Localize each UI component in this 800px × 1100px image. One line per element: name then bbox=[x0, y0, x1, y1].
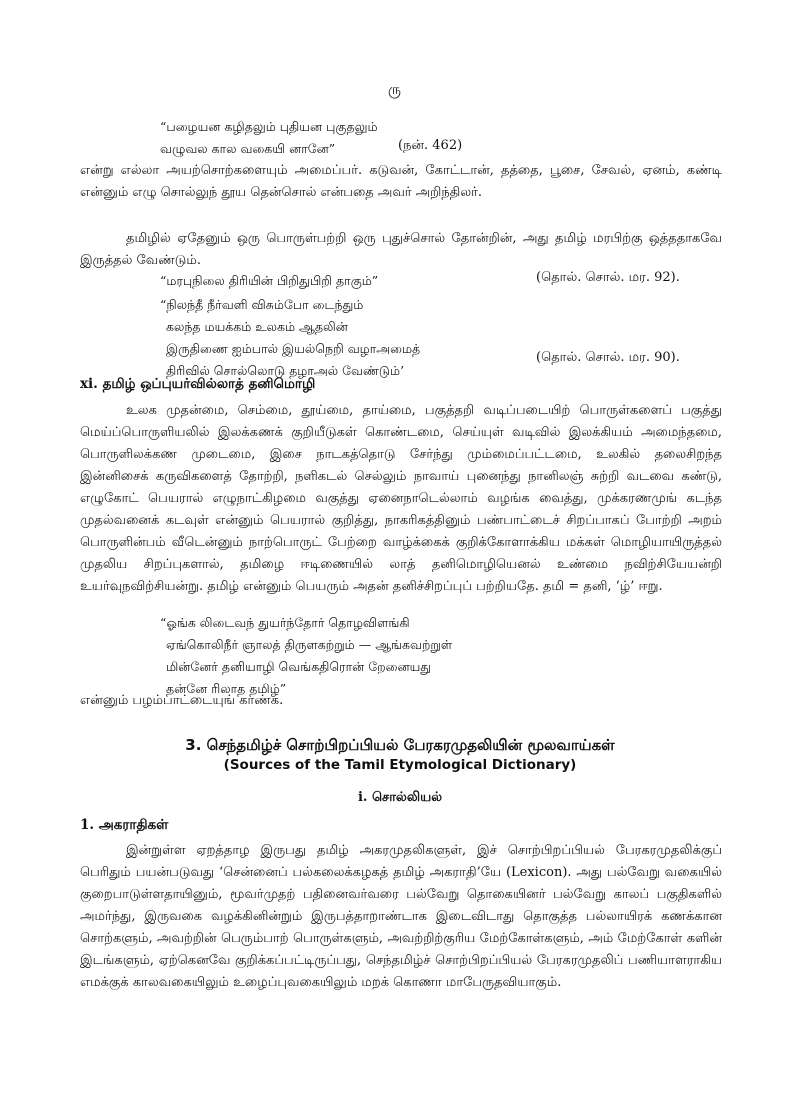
verse-quote-1 bbox=[160, 116, 378, 160]
verse-line: “மரபுநிலை திரியின் பிறிதுபிறி தாகும்” bbox=[160, 273, 379, 288]
verse-line: “ஓங்க லிடைவந் துயர்ந்தோர் தொழவிளங்கி bbox=[160, 615, 410, 630]
paragraph-3: உலக முதன்மை, செம்மை, தூய்மை, தாய்மை, பகுத்தறி வடிப்படையிற் பொருள்களைப் பகுத்து மெய்ப்பொருளியலில் இலக்கணக் குறியீடுகள் கொண்டமை, செய்யுள் வடிவில் இலக்கியம் அமைந்தமை, பொருளிலக்கண முடைமை, இசை நாடகத்தொடு சேர்ந்து மும்மைப்பட்டமை, உலகில் தலைசிறந்த இன்னிசைக் கருவிகளைத் தோற்றி, நளிகடல் செல்லும் நாவாய் புனைந்து நானிலஞ் சுற்றி வடவை கண்டு, எழுகோட் பெயரால் எழுநாட்கிழமை வகுத்து ஏனைநாடெல்லாம் வழங்க வைத்து, முக்கரணமுங் கடந்த முதல்வனைக் கடவுள் என்னும் பெயரால் குறித்து, நாகரிகத்தினும் பண்பாட்டைச் சிறப்பாகப் போற்றி அறம் பொருளின்பம் வீடென்னும் நாற்பொருட் பேற்றை வாழ்க்கைக் குறிக்கோளாக்கிய மக்கள் மொழியாயிருத்தல் முதலிய சிறப்புகளால், தமிழை ஈடிணையில் லாத் தனிமொழியெனல் உண்மை நவிற்சியேயன்றி உயர்வுநவிற்சியன்று. தமிழ் என்னும் பெயரும் அதன் தனிச்சிறப்புப் பற்றியதே. தமி = தனி, ‘ழ்’ ஈறு. bbox=[80, 403, 722, 594]
section-title: 3. செந்தமிழ்ச் சொற்பிறப்பியல் பேரகரமுதலியின் மூலவாய்கள் bbox=[185, 736, 615, 754]
verse-citation: (தொல். சொல். மர. 92). bbox=[536, 270, 680, 285]
section-heading-xi: xi. தமிழ் ஒப்புயர்வில்லாத் தனிமொழி bbox=[80, 376, 316, 392]
verse-line: ஏங்கொலிநீர் ஞாலத் திருளகற்றும் — ஆங்கவற்றுள் bbox=[166, 637, 453, 652]
paragraph-1: என்று எல்லா அயற்சொற்களையும் அமைப்பர். கடுவன், கோட்டான், தத்தை, பூசை, சேவல், ஏனம், கண்டி என்னும் எழு சொல்லுந் தூய தென்சொல் என்பதை அவர் அறிந்திலர். bbox=[80, 163, 722, 200]
verse-line: இருதிணை ஐம்பால் இயல்நெறி வழாஅமைத் bbox=[166, 341, 421, 356]
verse-line: “பழையன கழிதலும் புதியன புகுதலும் bbox=[160, 119, 378, 134]
verse-line: வழுவல கால வகையி னானே” bbox=[160, 141, 336, 156]
paragraph-5: இன்றுள்ள ஏறத்தாழ இருபது தமிழ் அகரமுதலிகளுள், இச் சொற்பிறப்பியல் பேரகரமுதலிக்குப் பெரிதும் பயன்படுவது ‘சென்னைப் பல்கலைக்கழகத் தமிழ் அகராதி’யே (Lexicon). அது பல்வேறு வகையில் குறைபாடுள்ளதாயினும், மூவர்முதற் பதினைவர்வரை பல்வேறு தொகையினர் பல்வேறு காலப் பகுதிகளில் அமர்ந்து, இருவகை வழக்கினின்றும் இருபத்தாறாண்டாக இடைவிடாது தொகுத்த பல்லாயிரக் கணக்கான சொற்களும், அவற்றின் பெரும்பாற் பொருள்களும், அவற்றிற்குரிய மேற்கோள்களும், அம் மேற்கோள் களின் இடங்களும், ஏற்கெனவே குறிக்கப்பட்டிருப்பது, செந்தமிழ்ச் சொற்பிறப்பியல் பேரகரமுதலிப் பணியாளராகிய எமக்குக் காலவகையிலும் உழைப்புவகையிலும் மறக் கொணா மாபேருதவியாகும். bbox=[80, 843, 722, 990]
verse-line: தன்னே ரிலாத தமிழ்” bbox=[166, 681, 287, 696]
verse-line: திரிவில் சொல்லொடு தழாஅல் வேண்டும்’ bbox=[166, 363, 405, 378]
verse-line: கலந்த மயக்கம் உலகம் ஆதலின் bbox=[166, 319, 348, 334]
verse-quote-4 bbox=[160, 612, 452, 700]
verse-citation: (நன். 462) bbox=[398, 138, 463, 153]
paragraph-2: தமிழில் ஏதேனும் ஒரு பொருள்பற்றி ஒரு புதுச்சொல் தோன்றின், அது தமிழ் மரபிற்கு ஒத்ததாகவே இருத்தல் வேண்டும். bbox=[80, 231, 722, 268]
subsection-heading-dictionaries: 1. அகராதிகள் bbox=[80, 817, 169, 833]
verse-line: மின்னேர் தனியாழி வெங்கதிரொன் றேனையது bbox=[166, 659, 432, 674]
verse-quote-2 bbox=[160, 270, 378, 292]
verse-citation: (தொல். சொல். மர. 90). bbox=[536, 350, 680, 365]
page-number: ரு bbox=[388, 82, 401, 98]
section-subtitle: (Sources of the Tamil Etymological Dictionary) bbox=[223, 757, 577, 773]
paragraph-4: என்னும் பழம்பாட்டையுங் காண்க. bbox=[80, 693, 284, 708]
verse-quote-3 bbox=[160, 294, 420, 382]
verse-line: “நிலந்தீ நீர்வளி விசும்போ டைந்தும் bbox=[160, 297, 364, 312]
subsection-heading: i. சொல்லியல் bbox=[357, 790, 443, 805]
